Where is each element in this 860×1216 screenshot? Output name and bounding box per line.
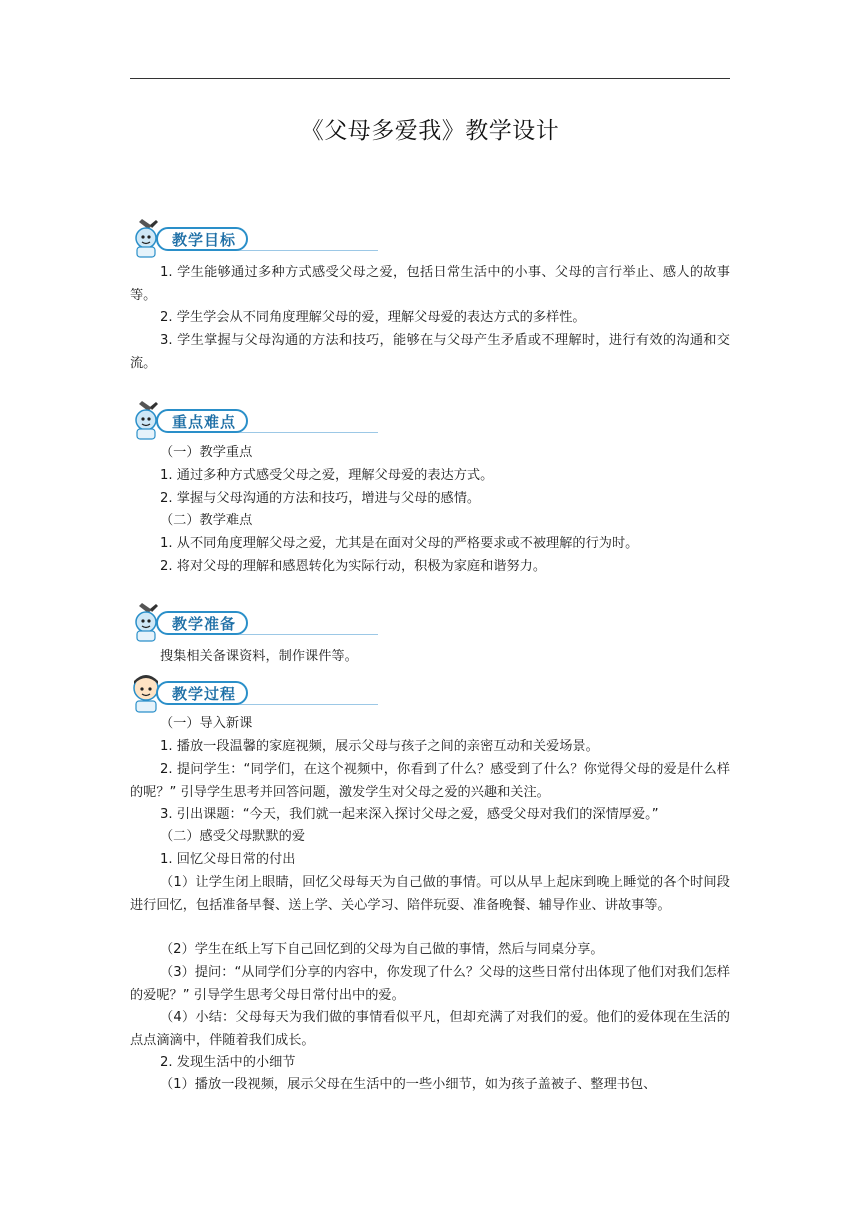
section-header-objectives [128,216,258,260]
section-header-keypoints [128,398,258,442]
keypoint-line: 1. 从不同角度理解父母之爱，尤其是在面对父母的严格要求或不被理解的行为时。 [160,536,639,551]
section-header-preparation [128,600,258,644]
keypoint-line: （一）教学重点 [160,445,253,460]
process-line: 2. 提问学生：“同学们，在这个视频中，你看到了什么？感受到了什么？你觉得父母的爱是什么样的呢？” 引导学生思考并回答问题，激发学生对父母之爱的兴趣和关注。 [130,762,730,800]
process-line: （一）导入新课 [160,716,253,731]
section-label: 教学过程 [156,681,248,705]
section-label: 教学准备 [156,611,248,635]
objective-item-3: 3. 学生掌握与父母沟通的方法和技巧，能够在与父母产生矛盾或不理解时，进行有效的沟通和交流。 [130,333,730,371]
section-label: 重点难点 [156,409,248,433]
process-line: （3）提问：“从同学们分享的内容中，你发现了什么？父母的这些日常付出体现了他们对我们怎样的爱呢？” 引导学生思考父母日常付出中的爱。 [130,965,730,1003]
page-title: 《父母多爱我》教学设计 [300,118,560,144]
objective-item-1: 1. 学生能够通过多种方式感受父母之爱，包括日常生活中的小事、父母的言行举止、感人的故事等。 [130,265,730,303]
section-label: 教学目标 [156,227,248,251]
process-line: （2）学生在纸上写下自己回忆到的父母为自己做的事情，然后与同桌分享。 [160,942,604,957]
process-line: （1）让学生闭上眼睛，回忆父母每天为自己做的事情。可以从早上起床到晚上睡觉的各个时间段进行回忆，包括准备早餐、送上学、关心学习、陪伴玩耍、准备晚餐、辅导作业、讲故事等。 [130,875,730,913]
keypoint-line: （二）教学难点 [160,513,253,528]
keypoint-line: 1. 通过多种方式感受父母之爱，理解父母爱的表达方式。 [160,468,494,483]
process-line: （二）感受父母默默的爱 [160,829,306,844]
preparation-text: 搜集相关备课资料，制作课件等。 [160,649,358,664]
process-line: 2. 发现生活中的小细节 [160,1055,296,1070]
objective-item-2: 2. 学生学会从不同角度理解父母的爱，理解父母爱的表达方式的多样性。 [160,310,586,325]
keypoint-line: 2. 掌握与父母沟通的方法和技巧，增进与父母的感情。 [160,491,481,506]
header-rule [130,78,730,79]
process-line: （4）小结：父母每天为我们做的事情看似平凡，但却充满了对我们的爱。他们的爱体现在生活的点点滴滴中，伴随着我们成长。 [130,1010,730,1048]
process-line: 1. 回忆父母日常的付出 [160,852,296,867]
process-line: 3. 引出课题：“今天，我们就一起来深入探讨父母之爱，感受父母对我们的深情厚爱。” [160,807,659,822]
process-line: （1）播放一段视频，展示父母在生活中的一些小细节，如为孩子盖被子、整理书包、 [160,1077,657,1092]
process-line: 1. 播放一段温馨的家庭视频，展示父母与孩子之间的亲密互动和关爱场景。 [160,739,599,754]
keypoint-line: 2. 将对父母的理解和感恩转化为实际行动，积极为家庭和谐努力。 [160,559,547,574]
section-header-process [128,670,258,714]
